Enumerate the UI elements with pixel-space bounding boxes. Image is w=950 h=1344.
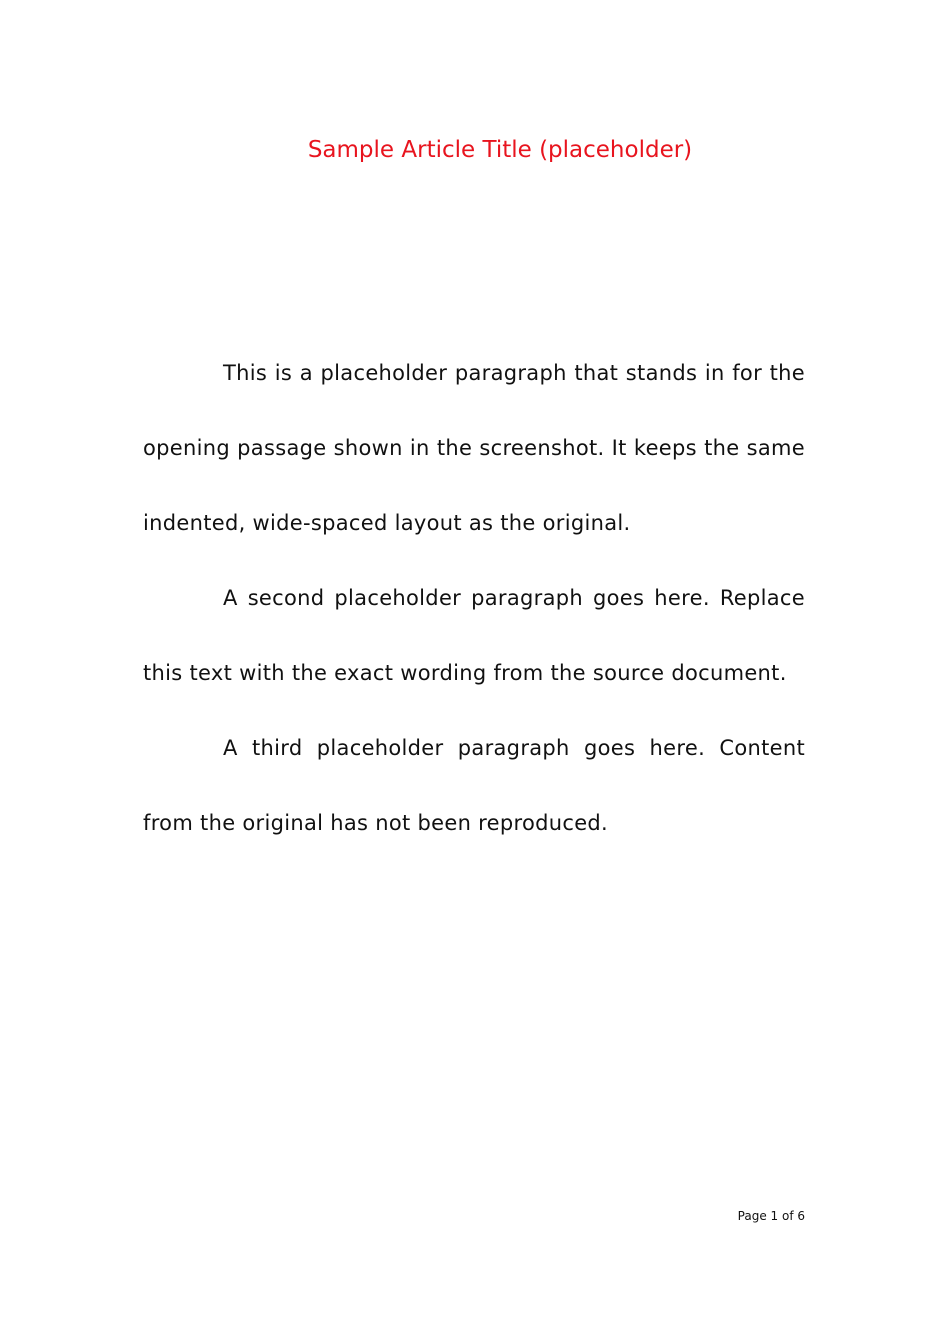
paragraph-3: A third placeholder paragraph goes here. Content from the original has not been reproduced. — [143, 736, 805, 835]
paragraph-2: A second placeholder paragraph goes here. Replace this text with the exact wording from the source document. — [143, 586, 805, 685]
paragraph-1: This is a placeholder paragraph that stands in for the opening passage shown in the screenshot. It keeps the same indented, wide-spaced layout as the original. — [143, 361, 805, 535]
document-body — [143, 336, 805, 861]
document-title: Sample Article Title (placeholder) — [307, 137, 693, 163]
page-number: Page 1 of 6 — [737, 1209, 805, 1223]
